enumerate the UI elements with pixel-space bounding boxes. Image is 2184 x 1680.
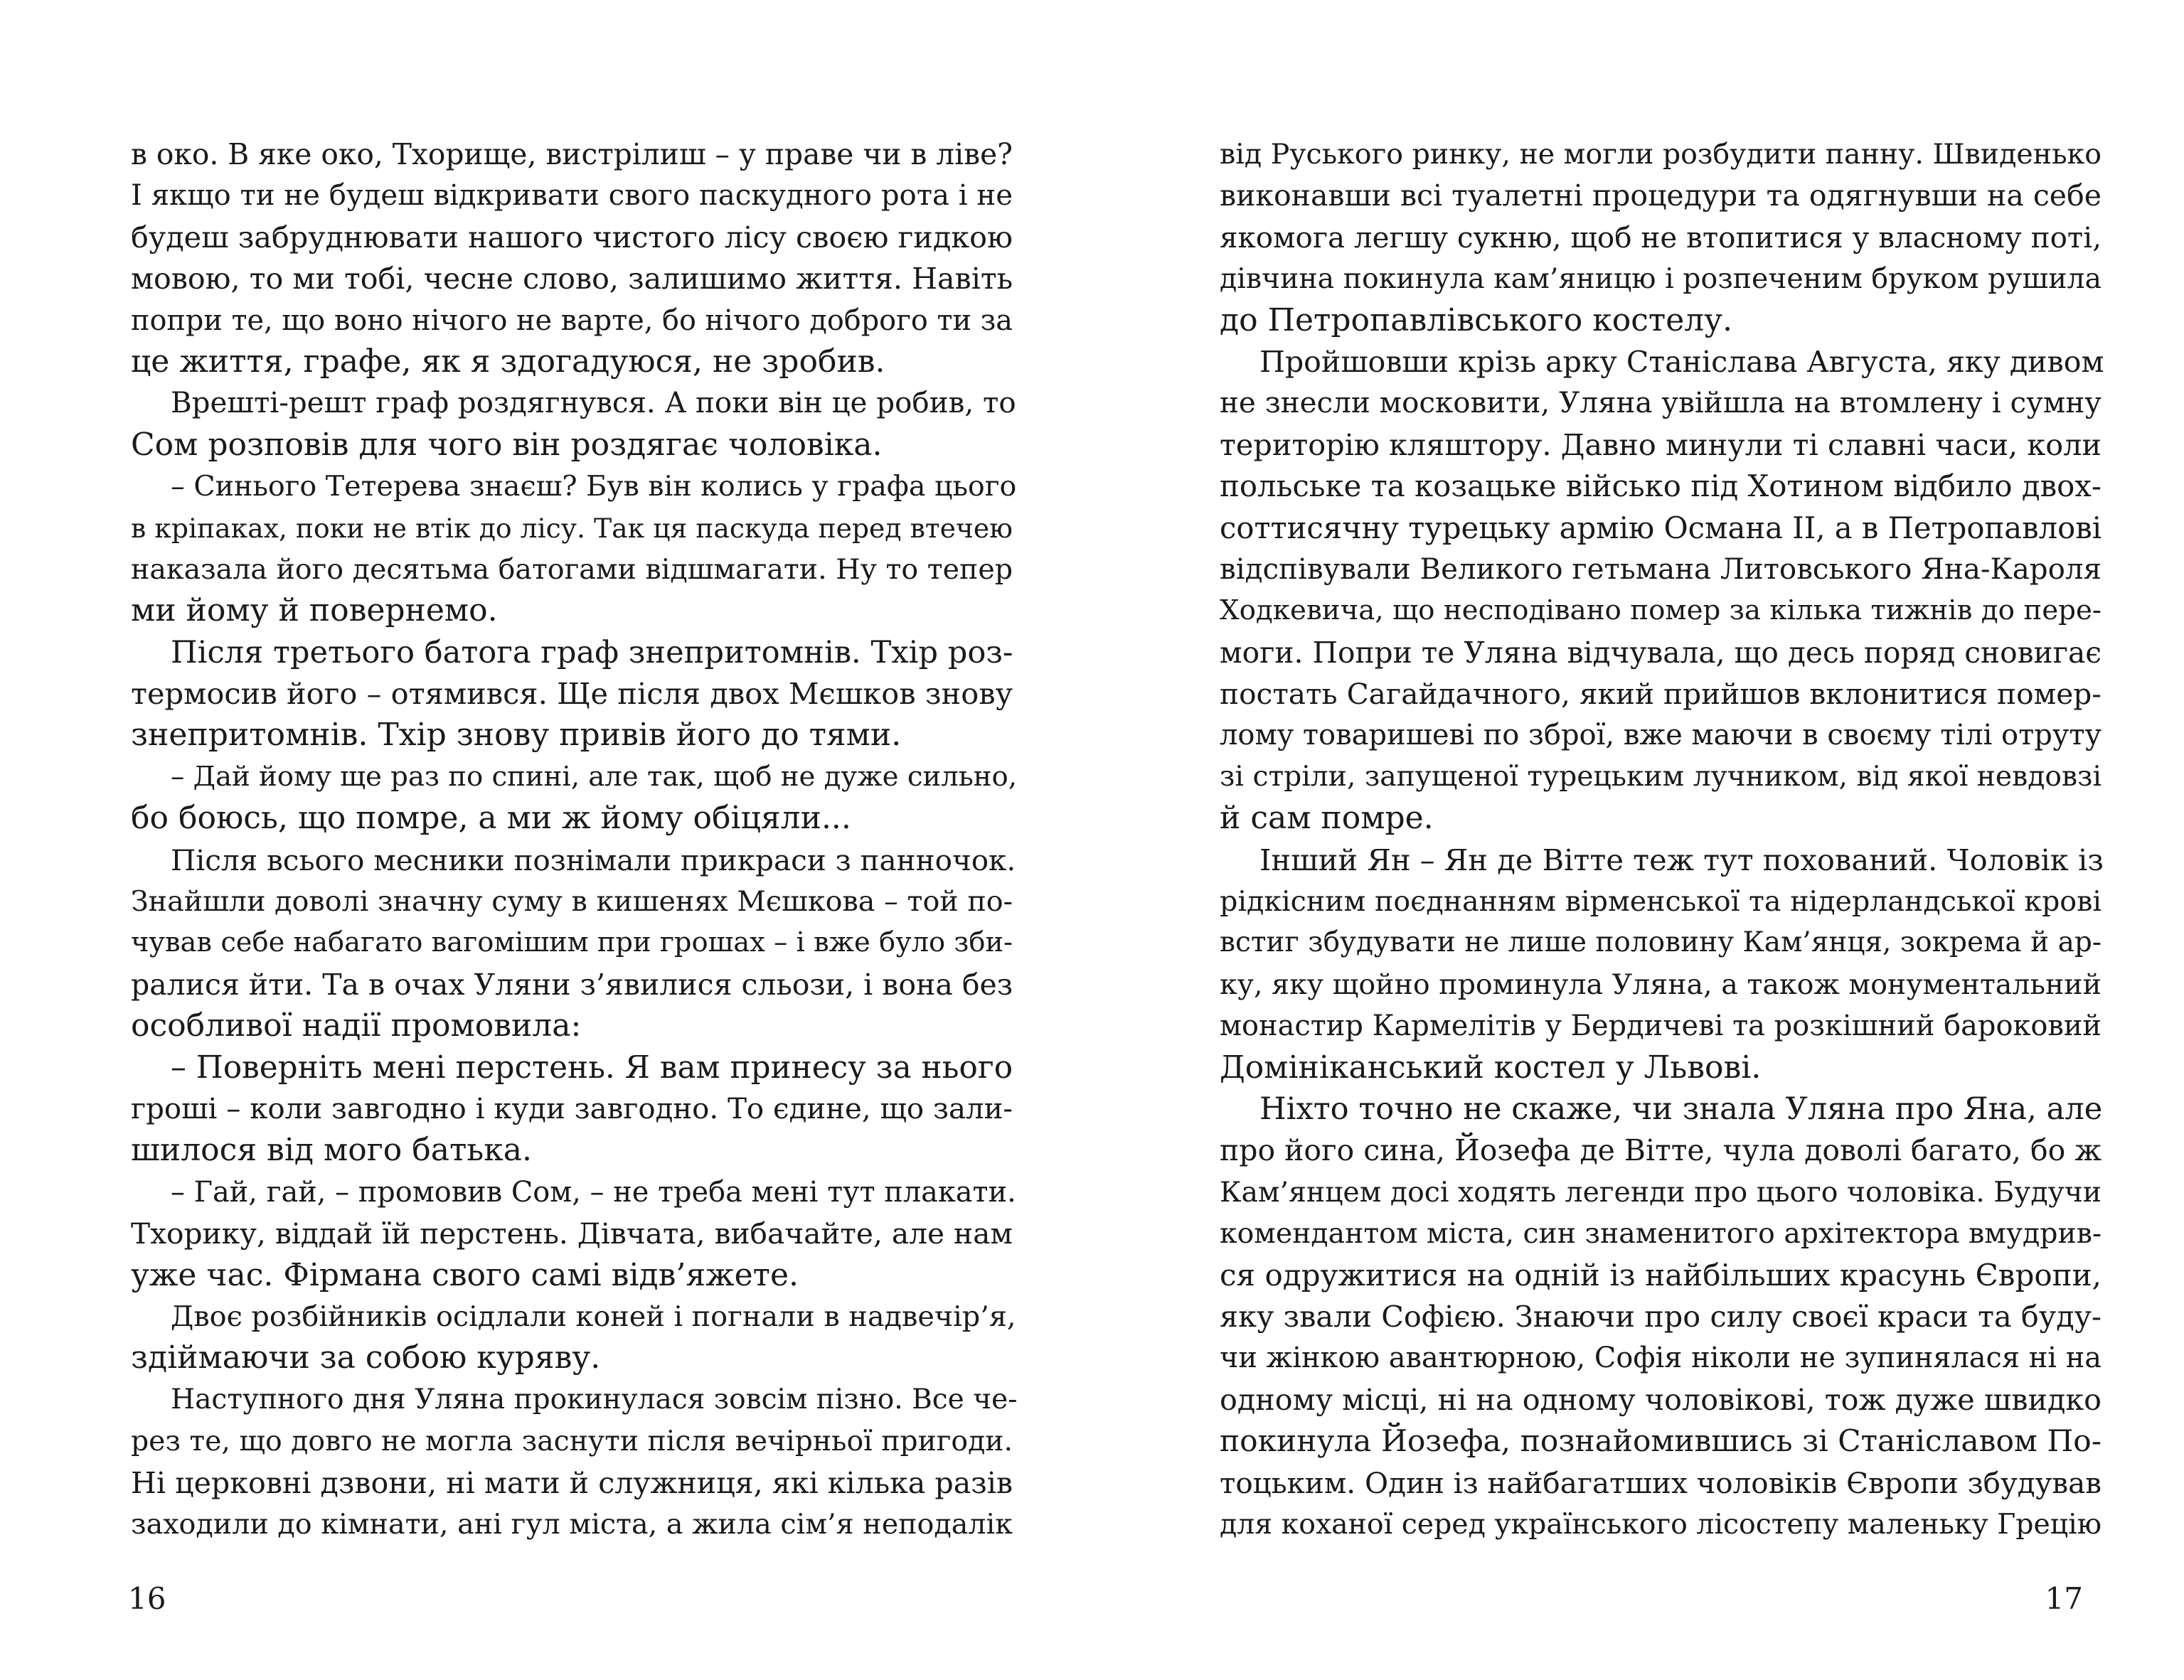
text-line: якомога легшу сукню, щоб не втопитися у власному поті, [1220,220,2102,255]
text-line: Ходкевича, що несподівано помер за кілька тижнів до пере- [1220,594,2102,627]
text-line: Після всього месники познімали прикраси з панночок. [171,842,1016,877]
text-line: польське та козацьке військо під Хотином відбило двох- [1220,469,2102,504]
text-line: Ні церковні дзвони, ні мати й служниця, які кілька разів [131,1465,1013,1500]
text-line: зі стріли, запущеної турецьким лучником, від якої невдовзі [1220,760,2102,793]
text-line: ку, яку щойно проминула Уляна, а також монументальний [1220,968,2102,1001]
text-line: чував себе набагато вагомішим при грошах – і вже було зби- [131,926,1013,959]
text-line: Тхорику, віддай їй перстень. Дівчата, вибачайте, але нам [131,1216,1013,1251]
text-line: Пройшовши крізь арку Станіслава Августа, яку дивом [1259,344,2104,379]
text-line: Сом розповів для чого він роздягає чоловіка. [131,426,883,463]
left-page-text [131,134,1018,1545]
text-line: рез те, що довго не могла заснути після вечірньої пригоди. [131,1425,1013,1458]
text-line: одному місці, ні на одному чоловікові, тож дуже швидко [1220,1382,2102,1417]
text-line: наказала його десятьма батогами відшмагати. Ну то тепер [131,552,1013,586]
text-line: шилося від мого батька. [131,1132,532,1169]
text-line: здіймаючи за собою куряву. [131,1339,601,1376]
text-line: ми йому й повернемо. [131,592,498,629]
text-line: до Петропавлівського костелу. [1220,301,1733,338]
text-line: тоцьким. Один із найбагатших чоловіків Європи збудував [1220,1465,2102,1500]
text-line: дівчина покинула кам’яницю і розпеченим бруком рушила [1220,262,2102,296]
left-page-number: 16 [128,1581,166,1616]
text-line: особливої надії промовила: [131,1007,582,1044]
text-line: ся одружитися на одній із найбільших красунь Європи, [1220,1257,2102,1293]
text-line: виконавши всі туалетні процедури та одягнувши на себе [1220,178,2102,213]
text-line: монастир Кармелітів у Бердичеві та розкішний бароковий [1220,1010,2102,1043]
right-page-number: 17 [2045,1581,2083,1616]
text-line: від Руського ринку, не могли розбудити панну. Швиденько [1220,138,2102,171]
text-line: – Поверніть мені перстень. Я вам принесу за нього [171,1049,1013,1086]
text-line: мовою, то ми тобі, чесне слово, залишимо життя. Навіть [131,262,1013,296]
text-line: Інший Ян – Ян де Вітте теж тут похований. Чоловік із [1259,842,2104,877]
text-line: постать Сагайдачного, який прийшов вклонитися помер- [1220,677,2102,712]
text-line: територію кляштору. Давно минули ті славні часи, коли [1220,427,2102,462]
text-line: І якщо ти не будеш відкривати свого паскудного рота і не [131,179,1013,213]
right-page [1092,0,2184,1680]
text-line: рідкісним поєднанням вірменської та нідерландської крові [1220,885,2102,919]
text-line: це життя, графе, як я здогадуюся, не зробив. [131,343,885,380]
text-line: ралися йти. Та в очах Уляни з’явилися сльози, і вона без [131,967,1013,1002]
text-line: – Гай, гай, – промовив Сом, – не треба мені тут плакати. [171,1175,1016,1209]
text-line: для коханої серед українського лісостепу маленьку Грецію [1220,1507,2102,1541]
text-line: будеш забруднювати нашого чистого лісу своєю гидкою [131,220,1013,255]
text-line: яку звали Софією. Знаючи про силу своєї краси та буду- [1220,1299,2102,1334]
text-line: попри те, що воно нічого не варте, бо нічого доброго ти за [131,304,1013,337]
text-line: заходили до кімнати, ані гул міста, а жила сім’я неподалік [131,1507,1013,1541]
text-line: бо боюсь, що помре, а ми ж йому обіцяли... [131,800,851,837]
text-line: Врешті-решт граф роздягнувся. А поки він це робив, то [171,386,1016,420]
text-line: Двоє розбійників осідлали коней і погнали в надвечір’я, [171,1300,1016,1333]
text-line: Кам’янцем досі ходять легенди про цього чоловіка. Будучи [1220,1175,2102,1209]
text-line: термосив його – отямився. Ще після двох Мєшков знову [131,676,1013,712]
text-line: лому товаришеві по зброї, вже маючи в своєму тілі отруту [1220,719,2102,752]
text-line: встиг збудувати не лише половину Кам’янця, зокрема й ар- [1220,926,2102,959]
text-line: Знайшли доволі значну суму в кишенях Мєшкова – той по- [131,885,1013,919]
text-line: Наступного дня Уляна прокинулася зовсім пізно. Все че- [171,1383,1018,1416]
text-line: Домініканський костел у Львові. [1220,1049,1762,1086]
text-line: моги. Попри те Уляна відчувала, що десь поряд сновигає [1220,635,2102,670]
text-line: покинула Йозефа, познайомившись зі Станіславом По- [1220,1423,2102,1459]
text-line: – Дай йому ще раз по спині, але так, щоб не дуже сильно, [171,760,1018,793]
text-line: в око. В яке око, Тхорище, вистрілиш – у праве чи в ліве? [131,137,1013,171]
text-line: чи жінкою авантюрною, Софія ніколи не зупинялася ні на [1220,1342,2102,1375]
text-line: – Синього Тетерева знаєш? Був він колись у графа цього [171,470,1017,503]
text-line: в кріпаках, поки не втік до лісу. Так ця паскуда перед втечею [131,512,1013,544]
text-line: Після третього батога граф знепритомнів. Тхір роз- [171,634,1013,670]
text-line: комендантом міста, син знаменитого архітектора вмудрив- [1220,1217,2102,1251]
right-page-text [1220,134,2102,1545]
text-line: знепритомнів. Тхір знову привів його до тями. [131,717,902,754]
text-line: відспівували Великого гетьмана Литовського Яна-Кароля [1220,552,2102,586]
text-line: й сам помре. [1220,800,1434,837]
text-line: соттисячну турецьку армію Османа II, а в Петропавлові [1220,510,2102,545]
text-line: не знесли московити, Уляна увійшла на втомлену і сумну [1220,386,2102,420]
text-line: уже час. Фірмана свого самі відв’яжете. [131,1256,799,1293]
text-line: гроші – коли завгодно і куди завгодно. То єдине, що зали- [131,1092,1013,1125]
text-line: Ніхто точно не скаже, чи знала Уляна про Яна, але [1259,1091,2103,1127]
text-line: про його сина, Йозефа де Вітте, чула доволі багато, бо ж [1220,1133,2102,1168]
